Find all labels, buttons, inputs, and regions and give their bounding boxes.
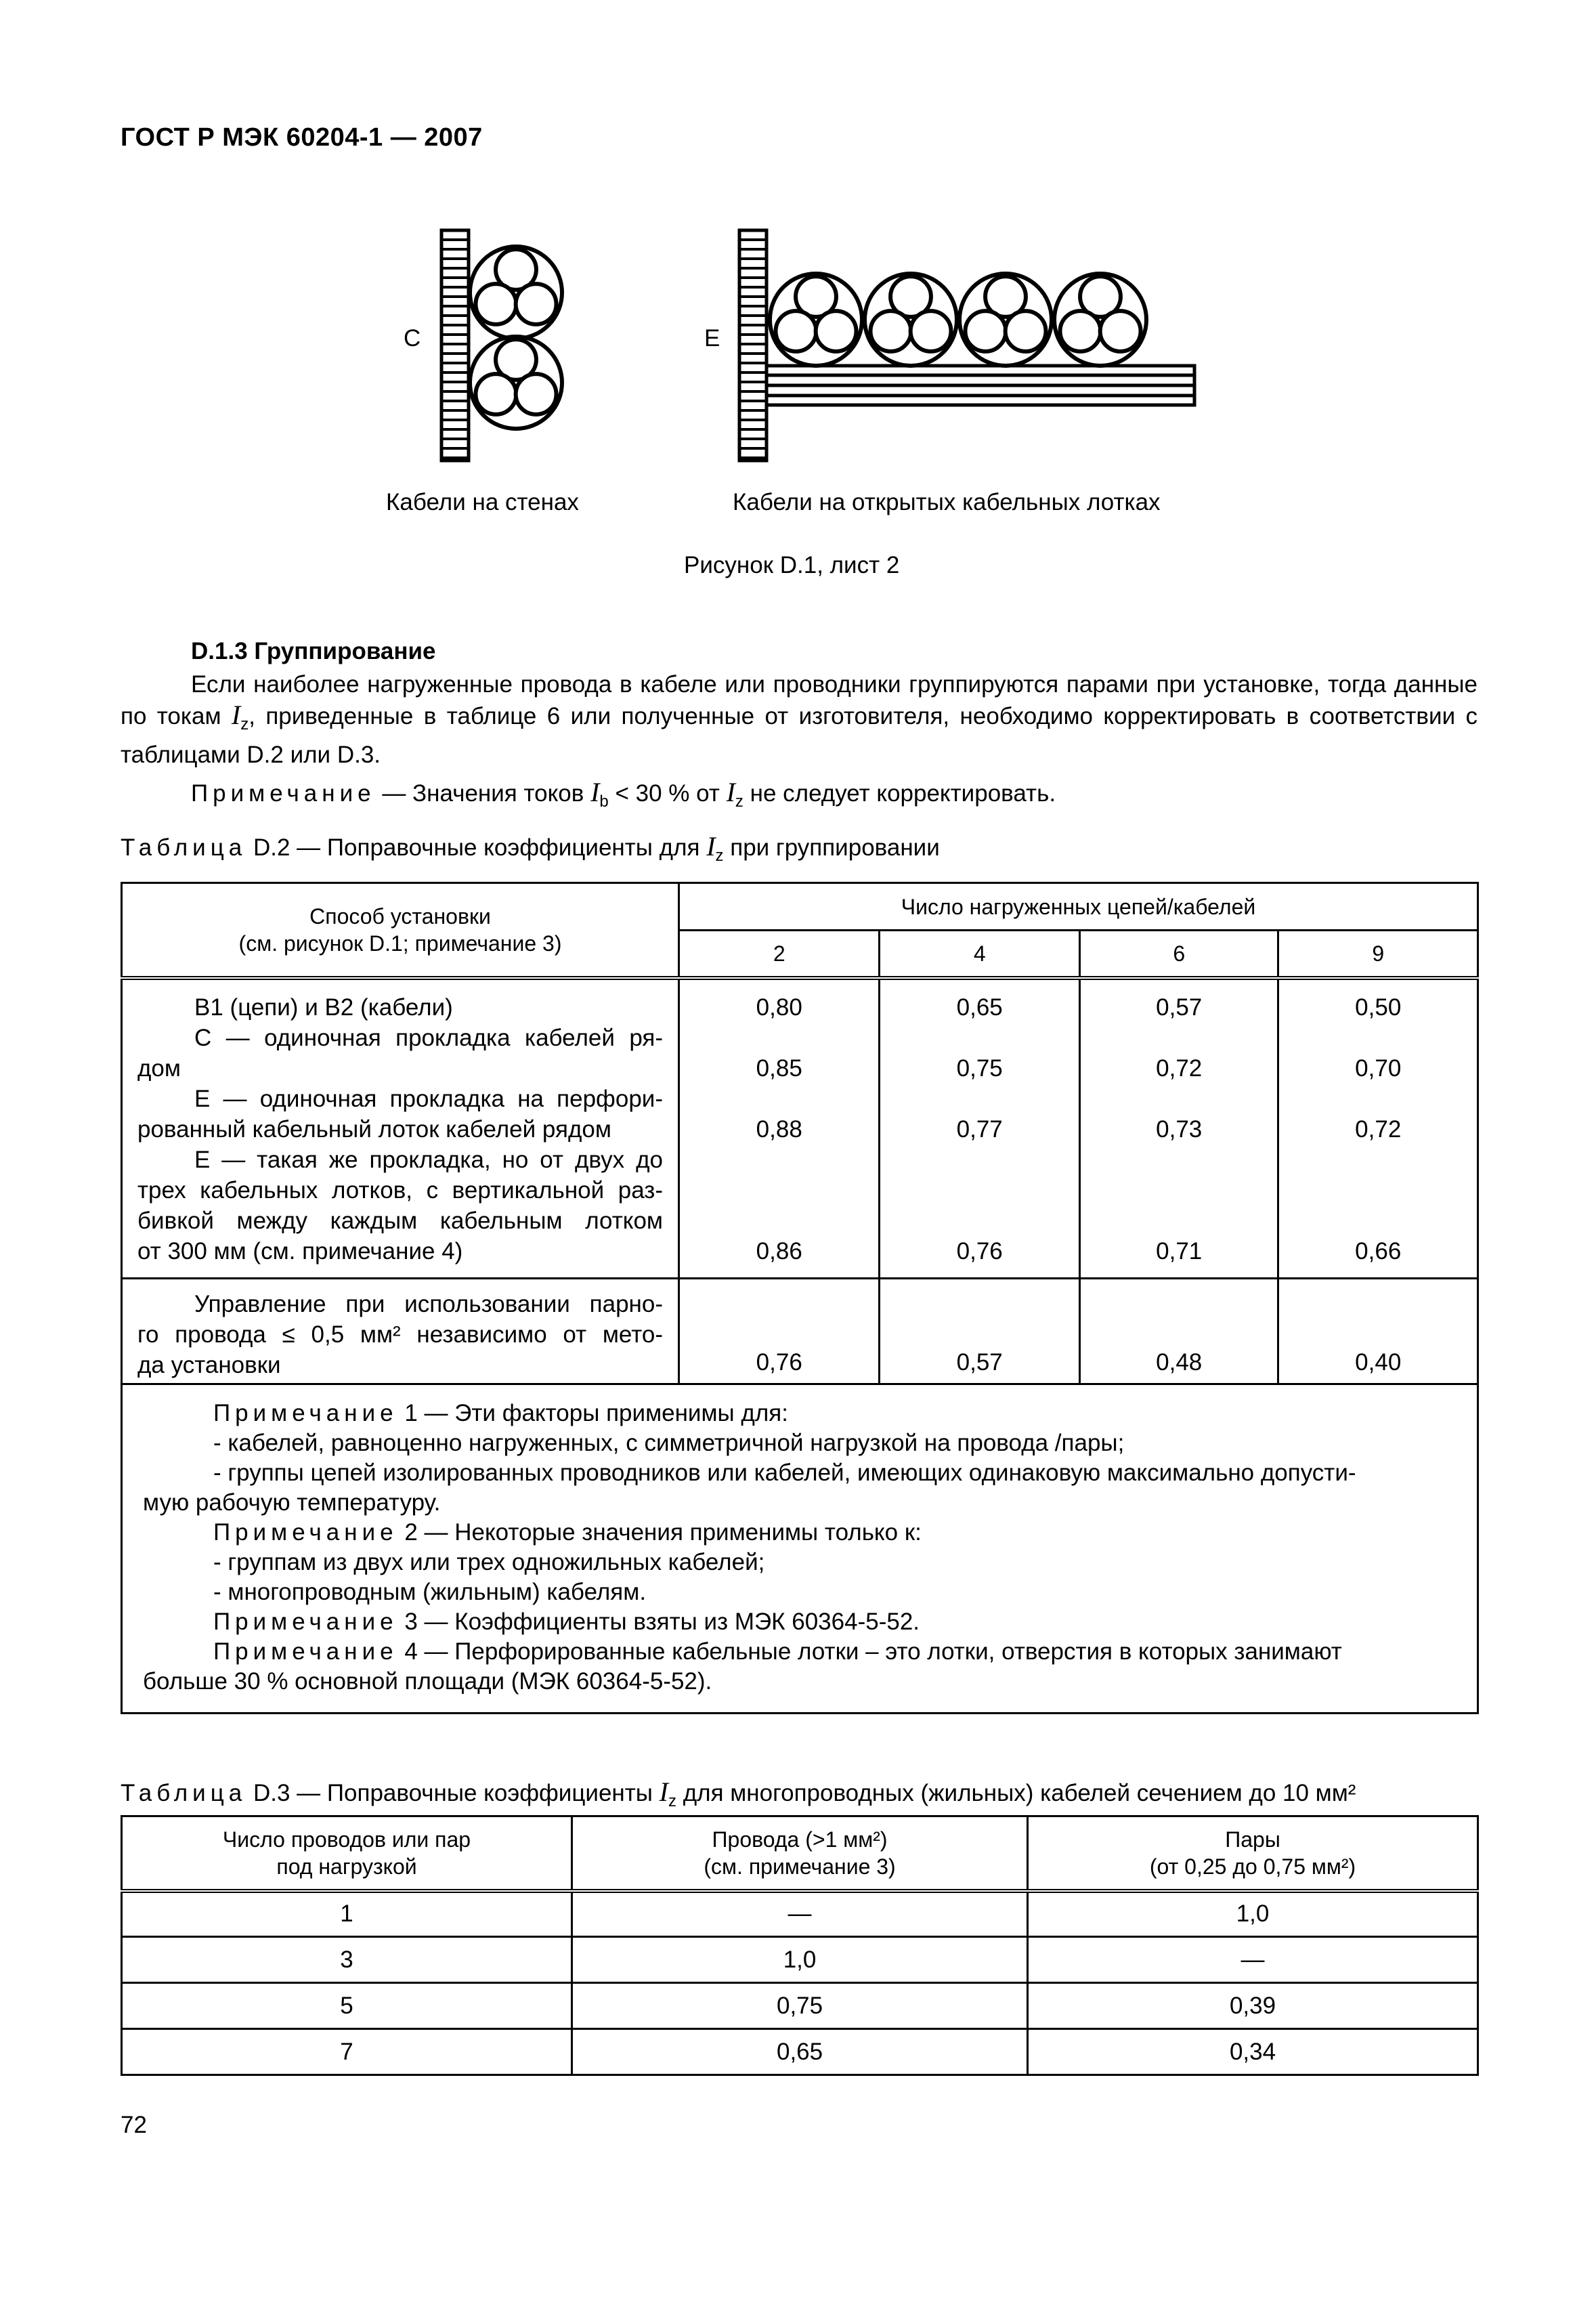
table-cell: 1,0 bbox=[1028, 1891, 1478, 1937]
table-cell: 0,39 bbox=[1028, 1983, 1478, 2029]
col-header: Провода (>1 мм²) (см. примечание 3) bbox=[572, 1816, 1028, 1891]
table-cell: 1,0 bbox=[572, 1937, 1028, 1983]
section-note: Примечание — Значения токов $I_b < 30$ % от $I_z$ не следует корректировать. bbox=[191, 777, 1056, 811]
method-cell: В1 (цепи) и В2 (кабели) С — одиночная прокладка кабелей ря- дом Е — одиночная прокладка на перфори- рованный кабельный лоток кабелей рядом Е — такая же прокладка, но от двух до трех кабельных лотков, с вертикальной раз- бивкой между каждым кабельным лотком от 300 мм (см. примечание 4) bbox=[122, 978, 679, 1279]
label-e: Е bbox=[704, 325, 720, 352]
value-cell: 0,40 bbox=[1278, 1279, 1478, 1384]
table-d3 bbox=[121, 1815, 1479, 2076]
page-number: 72 bbox=[121, 2112, 147, 2138]
table-cell: 0,75 bbox=[572, 1983, 1028, 2029]
note-line: - группам из двух или трех одножильных кабелей; bbox=[213, 1549, 765, 1575]
figure-caption: Рисунок D.1, лист 2 bbox=[684, 552, 900, 578]
value-column: 0,57 0,72 0,73 0,71 bbox=[1079, 978, 1278, 1279]
table-cell: 7 bbox=[122, 2029, 572, 2075]
conductor-circle bbox=[516, 284, 557, 324]
count-header: 2 bbox=[679, 931, 880, 978]
conductor-circle bbox=[1100, 311, 1141, 352]
table-cell: 3 bbox=[122, 1937, 572, 1983]
document-code: ГОСТ Р МЭК 60204-1 — 2007 bbox=[121, 123, 483, 152]
table-cell: 5 bbox=[122, 1983, 572, 2029]
col-method-header: Способ установки (см. рисунок D.1; примечание 3) bbox=[122, 883, 679, 978]
conductor-circle bbox=[516, 374, 557, 414]
conductor-circle bbox=[1006, 311, 1046, 352]
note-line: Примечание 4 — Перфорированные кабельные лотки – это лотки, отверстия в которых занимают bbox=[213, 1638, 1342, 1665]
cable-tray-illustration bbox=[767, 366, 1194, 405]
note-line: - кабелей, равноценно нагруженных, с симметричной нагрузкой на провода /пары; bbox=[213, 1430, 1125, 1456]
value-cell: 0,76 bbox=[679, 1279, 880, 1384]
table-d2-title: Таблица D.2 — Поправочные коэффициенты для $I_z$ при группировании bbox=[121, 831, 940, 865]
count-header: 9 bbox=[1278, 931, 1478, 978]
note-line: Примечание 2 — Некоторые значения применимы только к: bbox=[213, 1519, 922, 1546]
section-heading: D.1.3 Группирование bbox=[191, 638, 436, 664]
conductor-circle bbox=[1060, 311, 1101, 352]
label-c: С bbox=[404, 325, 421, 352]
section-paragraph: Если наиболее нагруженные провода в кабеле или проводники группируются парами при установке, тогда данные по токам $I_z$, приведенные в таблице 6 или полученные от изготовителя, необходимо корректировать в соответствии с таблицами D.2 или D.3. bbox=[121, 671, 1478, 768]
conductor-circle bbox=[476, 284, 517, 324]
col-header: Число проводов или пар под нагрузкой bbox=[122, 1816, 572, 1891]
table-d2 bbox=[121, 882, 1479, 1714]
conductor-circle bbox=[476, 374, 517, 414]
wall-c-illustration bbox=[441, 230, 469, 461]
table-cell: 0,34 bbox=[1028, 2029, 1478, 2075]
table-cell: — bbox=[572, 1891, 1028, 1937]
note-line: больше 30 % основной площади (МЭК 60364-5-52). bbox=[143, 1668, 712, 1695]
value-cell: 0,48 bbox=[1079, 1279, 1278, 1384]
count-header: 4 bbox=[880, 931, 1079, 978]
col-group-header: Число нагруженных цепей/кабелей bbox=[679, 883, 1478, 931]
conductor-circle bbox=[776, 311, 817, 352]
caption-trays: Кабели на открытых кабельных лотках bbox=[733, 489, 1161, 515]
cable-installation-figure bbox=[0, 0, 1596, 528]
note-line: - группы цепей изолированных проводников или кабелей, имеющих одинаковую максимально допусти- bbox=[213, 1460, 1356, 1486]
value-column: 0,65 0,75 0,77 0,76 bbox=[880, 978, 1079, 1279]
caption-walls: Кабели на стенах bbox=[386, 489, 579, 515]
value-column: 0,80 0,85 0,88 0,86 bbox=[679, 978, 880, 1279]
value-column: 0,50 0,70 0,72 0,66 bbox=[1278, 978, 1478, 1279]
conductor-circle bbox=[911, 311, 951, 352]
table-d3-title: Таблица D.3 — Поправочные коэффициенты $I_z$ для многопроводных (жильных) кабелей сечением до 10 мм² bbox=[121, 1777, 1356, 1810]
conductor-circle bbox=[816, 311, 857, 352]
count-header: 6 bbox=[1079, 931, 1278, 978]
table-cell: — bbox=[1028, 1937, 1478, 1983]
note-line: мую рабочую температуру. bbox=[143, 1489, 441, 1516]
note-line: Примечание 1 — Эти факторы применимы для: bbox=[213, 1400, 788, 1426]
table-notes bbox=[122, 1384, 1478, 1714]
note-line: - многопроводным (жильным) кабелям. bbox=[213, 1579, 647, 1605]
conductor-circle bbox=[871, 311, 911, 352]
value-cell: 0,57 bbox=[880, 1279, 1079, 1384]
note-line: Примечание 3 — Коэффициенты взяты из МЭК 60364-5-52. bbox=[213, 1609, 920, 1635]
conductor-circle bbox=[966, 311, 1006, 352]
wall-e-illustration bbox=[739, 230, 767, 461]
table-cell: 0,65 bbox=[572, 2029, 1028, 2075]
col-header: Пары (от 0,25 до 0,75 мм²) bbox=[1028, 1816, 1478, 1891]
table-cell: 1 bbox=[122, 1891, 572, 1937]
method-cell: Управление при использовании парно- го провода ≤ 0,5 мм² независимо от мето- да установки bbox=[122, 1279, 679, 1384]
